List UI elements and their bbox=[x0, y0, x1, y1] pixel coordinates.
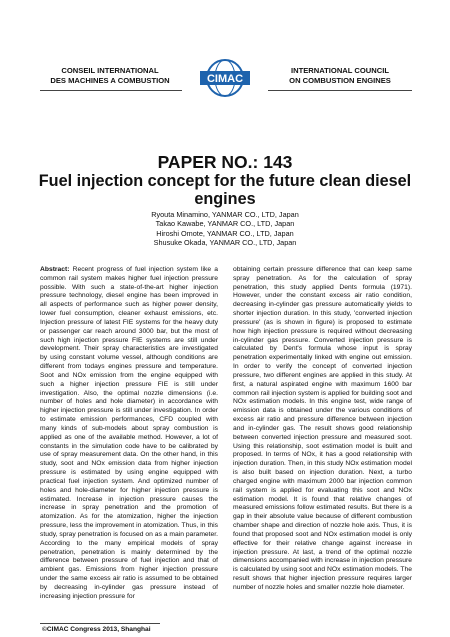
paper-title: Fuel injection concept for the future clean diesel engines bbox=[38, 172, 412, 208]
org-right-rule bbox=[268, 90, 412, 91]
abstract-column-left bbox=[40, 266, 218, 601]
org-left-rule bbox=[40, 90, 182, 91]
logo-text: CIMAC bbox=[206, 73, 244, 85]
org-right-line1: INTERNATIONAL COUNCIL bbox=[290, 66, 389, 75]
cimac-logo bbox=[198, 58, 252, 98]
org-right-line2: ON COMBUSTION ENGINES bbox=[289, 75, 391, 85]
abstract-text-right: obtaining certain pressure difference that can keep same spray penetration. As for the calculation of spray penetration, this study applied Dents formula (1971). However, under the constant excess air ratio condition, decreasing in-cylinder gas pressure automatically yields to shorter injection duration. In this study, 'converted injection pressure' (as is shown in figure) is proposed to estimate how high injection pressure is required without decreasing in-cylinder gas pressure. Converted injection pressure is calculated by Dent's formula whose input is spray penetration experimentally linked with engine out emission. In order to verify the concept of converted injection pressure, two different engines are applied in this study. At first, a natural aspirated engine with maximum 1600 bar common rail injection system is applied for building soot and NOx estimation models. In this engine test, wide range of emission data is obtained under the various conditions of excess air ratio and pressure difference between injection and in-cylinder gas. The result shows good relationship between converted injection pressure and measured soot. Using this relationship, soot estimation model is built and proposed. In terms of NOx, it has a good relationship with injection duration. Then, in this study NOx estimation model is also built based on injection duration. Next, a turbo charged engine with maximum 2000 bar injection common rail system is applied for evaluating this soot and NOx estimation model. It is found that relative changes of measured emissions follow estimated results. But there is a gap in their absolute value because of different combustion chamber shape and direction of nozzle hole axis. Thus, it is found that proposed soot and NOx estimation model is only effective for their relative change against increase in injection pressure. At last, a trend of the optimal nozzle dimensions accompanied with increase in injection pressure is calculated by using soot and NOx estimation models. The result shows that higher injection pressure requires larger number of nozzle holes and smaller nozzle hole diameter. bbox=[233, 266, 412, 591]
footer-rule bbox=[40, 623, 160, 624]
author: Ryouta Minamino, YANMAR CO., LTD, Japan bbox=[151, 210, 299, 219]
abstract-text-left: Recent progress of fuel injection system like a common rail system makes higher fuel injection pressure possible. With such a state-of-the-art higher injection pressure technology, diesel engine has been improved in all aspects of performance such as higher power density, lower fuel consumption, cleaner exhaust emissions, etc. Injection pressure of latest FIE systems for the heavy duty or passenger car reach around 3000 bar, but the most of such high injection pressure FIE systems are still under development. Their spray characteristics are investigated by using constant volume vessel, although conditions are different from todays engines pressure and temperature. Soot and NOx emission from the engine equipped with such a higher injection pressure FIE is still under investigation. Also, the optimal nozzle dimensions (i.e. number of holes and hole diameter) in accordance with higher injection pressure is still under investigation. In order to estimate emission performances, CFD coupled with many kinds of sub-models about spray combustion is applied as one of the available method. However, a lot of constants in the simulation code have to be calibrated by use of spray measurement data. On the other hand, in this study, soot and NOx emission data from higher injection pressure is estimated by using engine equipped with practical fuel injection system. And optimized number of holes and hole-diameter for higher injection pressure is estimated. Increase in injection pressure causes the increase in spray penetration and the promotion of atomization. As for the atomization, higher the injection pressure, less the improvement in atomization. Thus, in this study, spray penetration is focused on as a main parameter. According to the many empirical models of spray penetration, penetration is mainly determined by the difference between pressure of fuel injection and that of ambient gas. Emissions from higher injection pressure under the same excess air ratio is assumed to be obtained by decreasing in-cylinder gas pressure instead of increasing injection pressure for bbox=[40, 266, 218, 600]
author: Hiroshi Omote, YANMAR CO., LTD, Japan bbox=[156, 228, 294, 238]
author-list bbox=[0, 210, 450, 248]
abstract-label: Abstract: bbox=[40, 266, 70, 273]
abstract-column-right bbox=[233, 266, 412, 593]
org-left-line1: CONSEIL INTERNATIONAL bbox=[61, 66, 159, 75]
org-left bbox=[40, 66, 180, 85]
org-left-line2: DES MACHINES A COMBUSTION bbox=[50, 75, 170, 85]
paper-number: PAPER NO.: 143 bbox=[157, 152, 293, 172]
author: Takao Kawabe, YANMAR CO., LTD, Japan bbox=[155, 219, 295, 229]
author: Shusuke Okada, YANMAR CO., LTD, Japan bbox=[153, 238, 297, 248]
org-right bbox=[270, 66, 410, 85]
footer-copyright: ©CIMAC Congress 2013, Shanghai bbox=[42, 626, 151, 633]
